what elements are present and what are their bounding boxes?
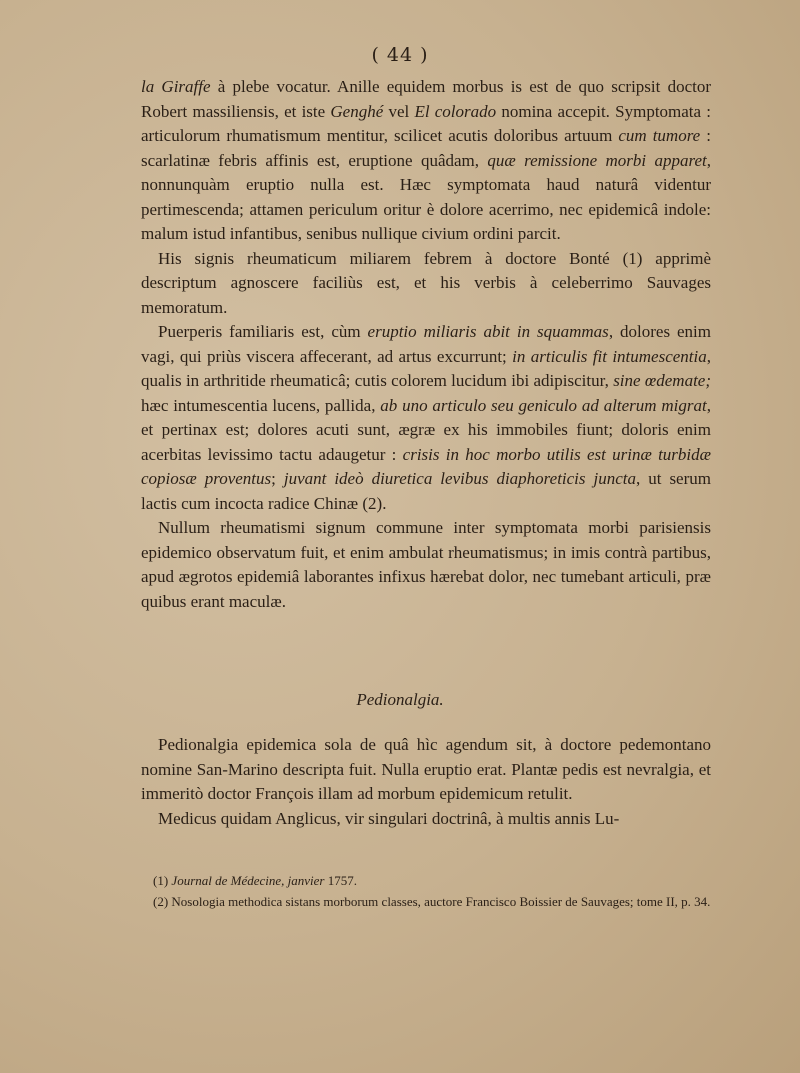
body-paragraph <box>141 807 711 832</box>
text-run: Medicus quidam Anglicus, vir singulari doctrinâ, à multis annis Lu- <box>158 808 620 828</box>
footnote-text: 1757. <box>324 873 357 888</box>
text-run: , et pertinax est; dolores acuti sunt, ægræ ex his immobiles fiunt; doloris enim acerbitas levissimo tactu adaugetur : <box>141 395 711 464</box>
body-paragraph <box>141 320 711 516</box>
body-text-continued <box>141 733 711 831</box>
footnotes <box>141 870 711 912</box>
italic-text: eruptio miliaris abit in squammas <box>367 322 609 341</box>
text-run: Puerperis familiaris est, cùm <box>158 322 368 341</box>
text-run: Nullum rheumatismi signum commune inter symptomata morbi parisiensis epidemico observatum fuit, et enim ambulat rheumatismus; in imis contrà partibus, apud ægrotos epidemiâ laborantes infixus hærebat dolor, nec tumebant articuli, præ quibus erant maculæ. <box>141 518 711 611</box>
text-run: , ut serum lactis cum incocta radice Chinæ (2). <box>141 469 711 513</box>
body-paragraph <box>141 75 711 247</box>
text-run: , dolores enim vagi, qui priùs viscera affecerant, ad artus excurrunt; <box>141 322 711 366</box>
italic-text: sine œdemate; <box>613 371 711 390</box>
text-run: : scarlatinæ febris affinis est, eruptione quâdam, <box>141 126 711 170</box>
section-heading: Pedionalgia. <box>356 690 444 709</box>
text-run: , nonnunquàm eruptio nulla est. Hæc symptomata haud naturâ videntur pertimescenda; attamen periculum oritur è dolore acerrimo, nec epidemicâ indole: malum istud infantibus, senibus nullique civium ordini parcit. <box>141 150 711 243</box>
body-paragraph <box>141 516 711 614</box>
footnote-text: (1) <box>153 873 172 888</box>
text-run: à plebe vocatur. Anille equidem morbus is est de quo scripsit doctor Robert massiliensis, et iste <box>141 77 711 121</box>
italic-text: El colorado <box>414 101 497 121</box>
footnote <box>141 870 711 891</box>
italic-text: crisis in hoc morbo utilis est urinæ turbidæ copiosæ proventus <box>141 444 711 488</box>
italic-text: in articulis fit intumescentia <box>512 346 707 366</box>
text-run: His signis rheumaticum miliarem febrem à doctore Bonté (1) apprimè descriptum agnoscere faciliùs est, et his verbis à celeberrimo Sauvages memoratum. <box>141 248 711 317</box>
italic-text: cum tumore <box>618 126 701 145</box>
text-run: hæc intumescentia lucens, pallida, <box>141 395 381 415</box>
footnote <box>141 891 711 912</box>
text-run: Pedionalgia epidemica sola de quâ hìc agendum sit, à doctore pedemontano nomine San-Marino descripta fuit. Nulla eruptio erat. Plantæ pedis est nevralgia, et immeritò doctor François illam ad morbum epidemicum retulit. <box>141 735 711 803</box>
body-paragraph <box>141 247 711 321</box>
body-paragraph <box>141 733 711 807</box>
italic-text: ab uno articulo seu geniculo ad alterum migrat <box>380 395 707 415</box>
page-number: ( 44 ) <box>371 44 429 66</box>
text-run: ; <box>271 469 284 488</box>
text-run: nomina accepit. Symptomata : articulorum rhumatismum mentitur, scilicet acutis doloribus artuum <box>141 101 711 145</box>
footnote-italic-text: Journal de Médecine, janvier <box>171 873 325 888</box>
italic-text: la Giraffe <box>141 77 211 96</box>
footnote-text: (2) Nosologia methodica sistans morborum classes, auctore Francisco Boissier de Sauvages; tome II, p. 34. <box>153 894 711 909</box>
italic-text: Genghé <box>330 101 384 121</box>
italic-text: juvant ideò diuretica levibus diaphoreticis juncta <box>283 469 636 488</box>
text-run: , qualis in arthritide rheumaticâ; cutis colorem lucidum ibi adipiscitur, <box>141 346 711 390</box>
text-run: vel <box>383 101 415 121</box>
italic-text: quæ remissione morbi apparet <box>487 150 707 170</box>
body-text <box>141 75 711 614</box>
